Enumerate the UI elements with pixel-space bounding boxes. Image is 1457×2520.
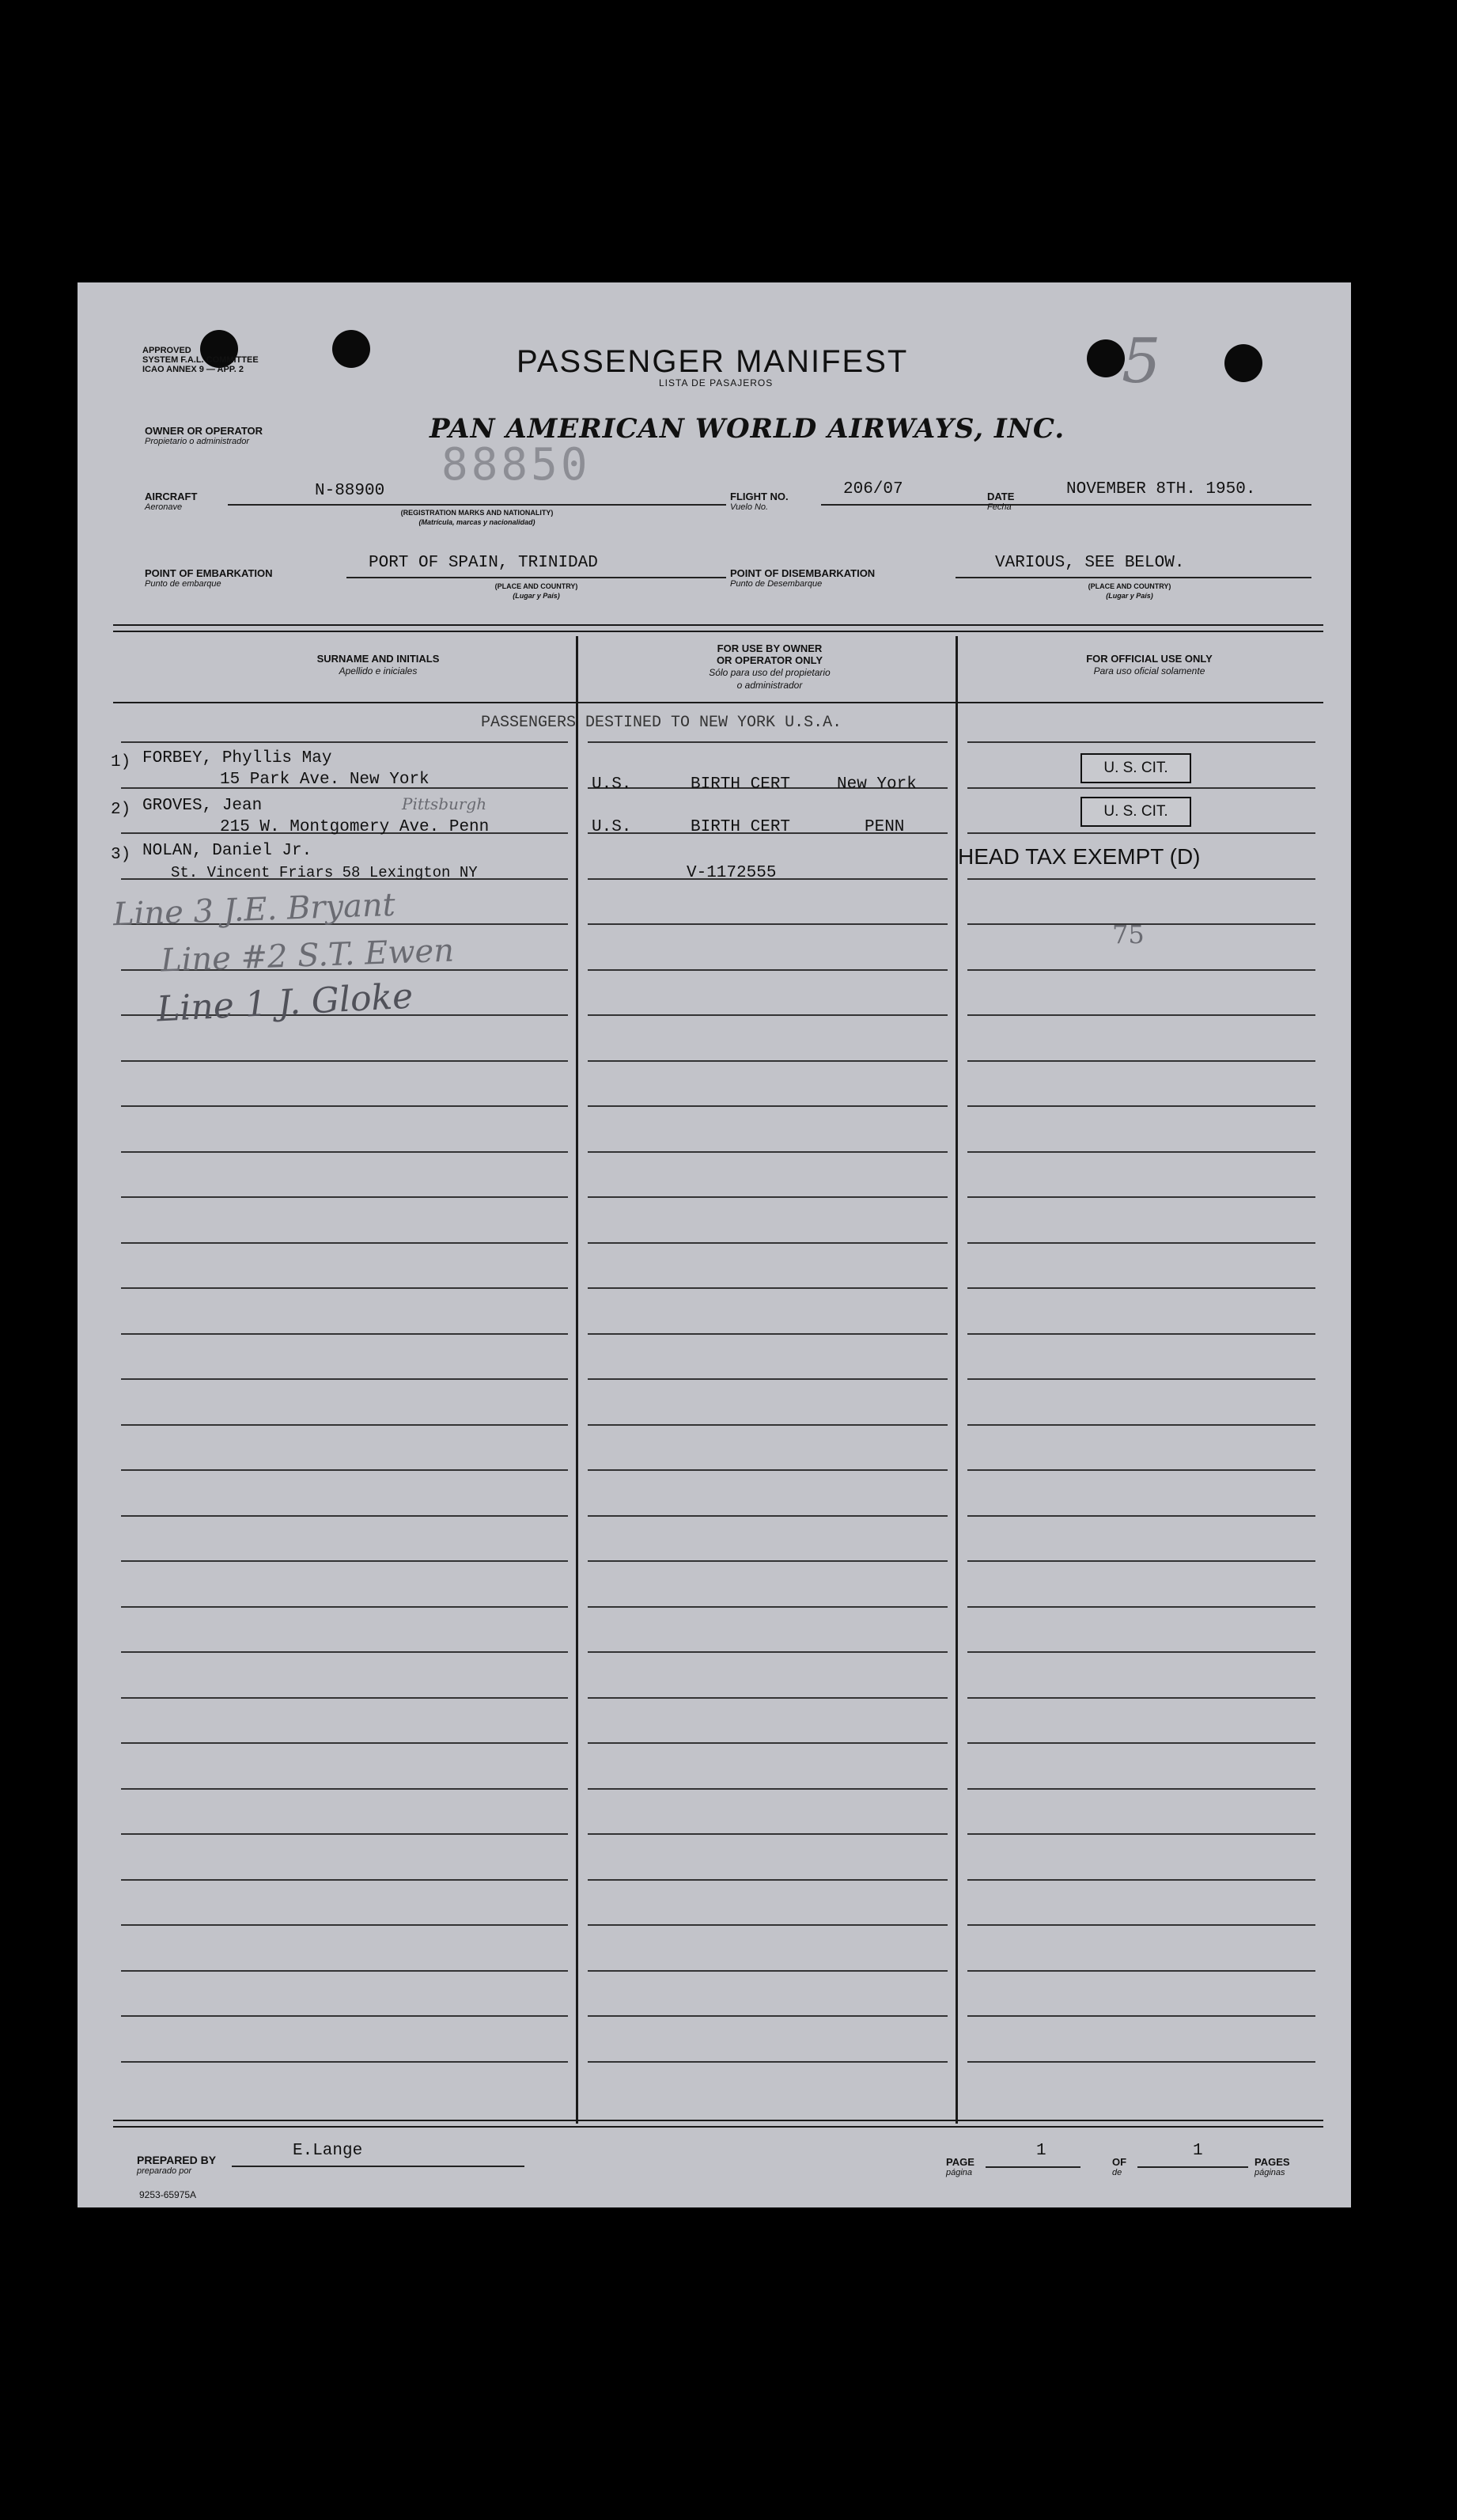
registration-note: (REGISTRATION MARKS AND NATIONALITY) (Matrícula, marcas y nacionalidad) [400,509,554,526]
approval-line: ICAO ANNEX 9 — APP. 2 [142,365,244,374]
ruled-line [588,1014,948,1016]
passenger-number: 2) [111,801,131,819]
ruled-line [121,1788,568,1790]
ruled-line [967,1606,1315,1608]
prepared-underline [232,2166,524,2167]
ruled-line [967,1833,1315,1835]
ruled-line [121,1833,568,1835]
column-divider [576,636,578,2124]
prepared-value: E.Lange [293,2142,363,2160]
passenger-nationality: U.S. [592,818,632,836]
ruled-line [588,1424,948,1426]
ruled-line [121,1515,568,1517]
ruled-line [967,1378,1315,1380]
ruled-line [121,1333,568,1335]
punch-hole [1224,344,1262,382]
ruled-line [967,1469,1315,1471]
of-label: OF de [1112,2156,1127,2177]
passenger-name: FORBEY, Phyllis May [142,749,332,767]
passenger-address: St. Vincent Friars 58 Lexington NY [171,864,478,881]
ruled-line [967,1151,1315,1153]
approval-line: APPROVED [142,346,191,355]
official-stamp: U. S. CIT. [1080,797,1191,827]
manifest-sheet [78,282,1351,2207]
ruled-line [588,2061,948,2063]
approval-line: SYSTEM F.A.L. COMMITTEE [142,355,259,365]
ruled-line [588,1287,948,1289]
flight-label: FLIGHT NO. Vuelo No. [730,491,789,512]
table-bottom-rule [113,2126,1323,2128]
aircraft-stamp: 88850 [441,439,591,491]
owner-label: OWNER OR OPERATOR Propietario o administrador [145,425,263,446]
ruled-line [967,1014,1315,1016]
embark-value: PORT OF SPAIN, TRINIDAD [369,554,598,572]
embark-underline [346,577,726,578]
ruled-line [121,1742,568,1744]
ruled-line [967,1697,1315,1699]
ruled-line [121,1469,568,1471]
ruled-line [967,1970,1315,1972]
ruled-line [967,878,1315,880]
ruled-line [967,969,1315,971]
passenger-name: GROVES, Jean [142,797,263,815]
ruled-line [967,1287,1315,1289]
flight-value: 206/07 [843,480,903,498]
column-header-official: FOR OFFICIAL USE ONLY Para uso oficial solamente [1086,653,1213,676]
ruled-line [121,1560,568,1562]
page-mark: 5 [1122,326,1161,397]
ruled-line [121,1970,568,1972]
table-top-rule [113,624,1323,626]
passenger-document: V-1172555 [687,864,777,882]
ruled-line [588,923,948,925]
passenger-doc-place: New York [837,775,917,794]
ruled-line [121,1606,568,1608]
ruled-line [967,1196,1315,1198]
page-underline [986,2166,1080,2168]
passenger-nationality: U.S. [592,775,632,794]
ruled-line [588,1606,948,1608]
passenger-document: BIRTH CERT [691,775,791,794]
ruled-line [121,1879,568,1881]
ruled-line [121,1924,568,1926]
ruled-line [588,1242,948,1244]
ruled-line [967,1242,1315,1244]
aircraft-underline [228,504,726,506]
ruled-line [588,1697,948,1699]
ruled-line [121,1196,568,1198]
ruled-line [967,787,1315,789]
ruled-line [588,2015,948,2017]
of-value: 1 [1193,2142,1203,2160]
column-header-operator: FOR USE BY OWNER OR OPERATOR ONLY Sólo para uso del propietario o administrador [709,642,831,691]
ruled-line [588,969,948,971]
ruled-line [588,1924,948,1926]
official-note: HEAD TAX EXEMPT (D) [958,844,1201,869]
ruled-line [588,1333,948,1335]
ruled-line [588,1833,948,1835]
punch-hole [1087,339,1125,377]
disembark-place-note: (PLACE AND COUNTRY) (Lugar y País) [1088,582,1171,600]
ruled-line [967,1424,1315,1426]
page-title-es: LISTA DE PASAJEROS [659,377,774,388]
disembark-value: VARIOUS, SEE BELOW. [995,554,1185,572]
passenger-doc-place: PENN [865,818,905,836]
ruled-line [121,1378,568,1380]
passenger-address: 215 W. Montgomery Ave. Penn [220,818,490,836]
ruled-line [121,741,568,743]
disembark-label: POINT OF DISEMBARKATION Punto de Desembarque [730,567,876,589]
company-name: PAN AMERICAN WORLD AIRWAYS, INC. [430,413,1065,445]
passenger-document: BIRTH CERT [691,818,791,836]
ruled-line [588,1515,948,1517]
ruled-line [967,2061,1315,2063]
page-label: PAGE página [946,2156,974,2177]
ruled-line [121,1287,568,1289]
passenger-name: NOLAN, Daniel Jr. [142,842,312,860]
ruled-line [121,2015,568,2017]
ruled-line [588,741,948,743]
signoff-line-2: Line #2 S.T. Ewen [160,932,455,980]
signoff-line-3: Line 3 J.E. Bryant [112,886,396,934]
ruled-line [967,1105,1315,1107]
ruled-line [967,2015,1315,2017]
column-header-surname: SURNAME AND INITIALS Apellido e iniciales [316,653,440,676]
ruled-line [967,832,1315,834]
pages-label: PAGES páginas [1255,2156,1290,2177]
ruled-line [588,1788,948,1790]
ruled-line [121,1060,568,1062]
page-value: 1 [1036,2142,1046,2160]
embark-label: POINT OF EMBARKATION Punto de embarque [145,567,273,589]
ruled-line [967,1515,1315,1517]
ruled-line [588,1060,948,1062]
ruled-line [967,1560,1315,1562]
ruled-line [588,1970,948,1972]
ruled-line [588,1879,948,1881]
ruled-line [121,1424,568,1426]
disembark-underline [956,577,1311,578]
ruled-line [967,1788,1315,1790]
ruled-line [967,741,1315,743]
section-heading: PASSENGERS DESTINED TO NEW YORK U.S.A. [481,714,842,732]
ruled-line [588,1742,948,1744]
ruled-line [588,1105,948,1107]
table-bottom-rule [113,2120,1323,2121]
ruled-line [121,1651,568,1653]
date-underline [1027,504,1311,506]
header-bottom-rule [113,702,1323,703]
flight-underline [821,504,1058,506]
table-top-rule [113,631,1323,632]
count-annotation: 75 [1112,919,1145,949]
ruled-line [588,1560,948,1562]
aircraft-label: AIRCRAFT Aeronave [145,491,198,512]
form-number: 9253-65975A [139,2189,197,2200]
punch-hole [332,330,370,368]
ruled-line [588,1469,948,1471]
ruled-line [967,1879,1315,1881]
passenger-number: 1) [111,753,131,771]
ruled-line [967,1060,1315,1062]
passenger-address-note: Pittsburgh [402,794,487,813]
page-title: PASSENGER MANIFEST [517,344,909,379]
date-label: DATE Fecha [987,491,1015,512]
ruled-line [121,1242,568,1244]
ruled-line [588,1196,948,1198]
passenger-address: 15 Park Ave. New York [220,771,430,789]
ruled-line [121,2061,568,2063]
prepared-label: PREPARED BY preparado por [137,2154,217,2176]
signoff-line-1: Line 1 J. Gloke [155,976,414,1030]
date-value: NOVEMBER 8TH. 1950. [1066,480,1256,498]
ruled-line [967,1742,1315,1744]
ruled-line [121,1105,568,1107]
official-stamp: U. S. CIT. [1080,753,1191,783]
ruled-line [121,1697,568,1699]
ruled-line [967,1651,1315,1653]
of-underline [1137,2166,1248,2168]
ruled-line [967,1924,1315,1926]
ruled-line [967,1333,1315,1335]
aircraft-value: N-88900 [315,482,385,500]
approval-block [142,346,285,374]
ruled-line [588,1378,948,1380]
passenger-number: 3) [111,846,131,864]
embark-place-note: (PLACE AND COUNTRY) (Lugar y País) [494,582,578,600]
ruled-line [121,1151,568,1153]
ruled-line [588,1151,948,1153]
ruled-line [588,1651,948,1653]
